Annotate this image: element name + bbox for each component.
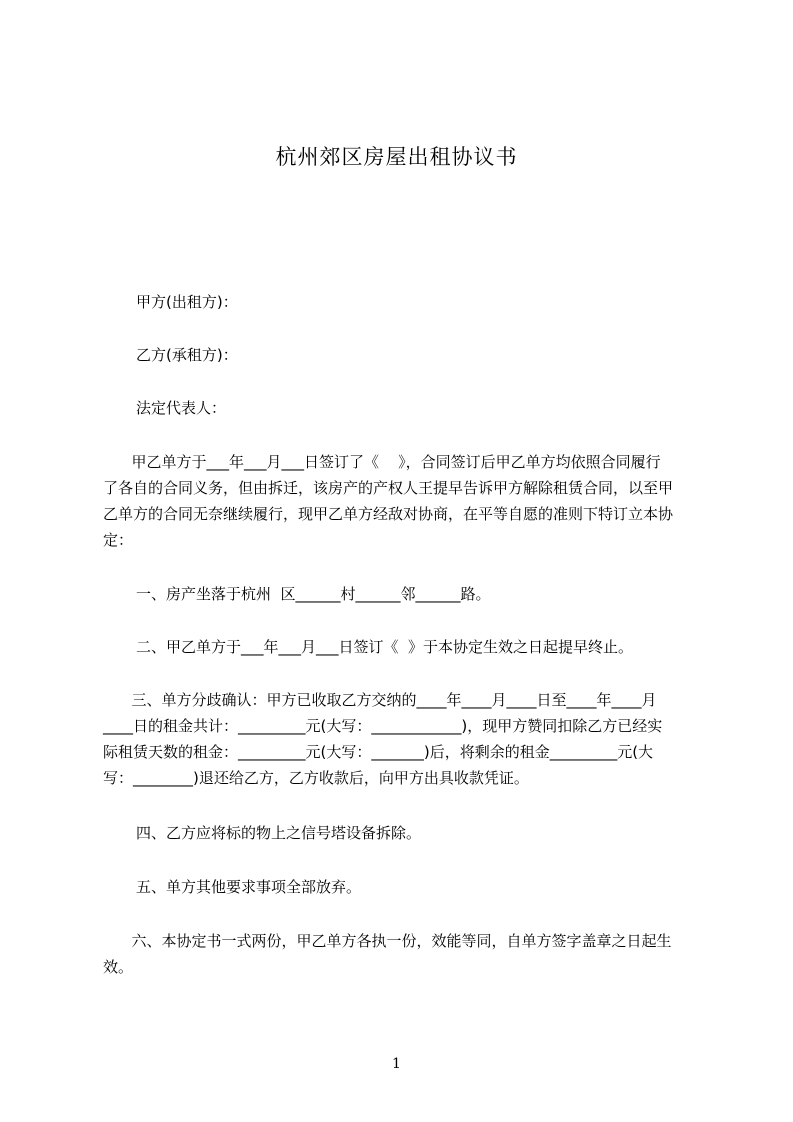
preamble-line: 乙单方的合同无奈继续履行，现甲乙单方经敌对协商，在平等自愿的准则下特订立本协 <box>103 505 674 523</box>
preamble-line: 甲乙单方于___年___月___日签订了《 》，合同签订后甲乙单方均依照合同履行 <box>122 453 661 471</box>
document-title: 杭州郊区房屋出租协议书 <box>275 145 518 169</box>
preamble-line: 定： <box>103 531 134 549</box>
page-number: 1 <box>392 1056 401 1072</box>
clause-2: 二、甲乙单方于___年___月___日签订《 》于本协定生效之日起提早终止。 <box>136 638 634 656</box>
legal-representative-label: 法定代表人： <box>136 399 227 417</box>
clause-4: 四、乙方应将标的物上之信号塔设备拆除。 <box>136 824 422 842</box>
clause-3-line: ____日的租金共计：_________元(大写：____________)，现甲方赞同扣除乙方已经实 <box>103 717 663 735</box>
party-b-label: 乙方(承租方)： <box>136 346 238 364</box>
clause-6-line: 效。 <box>103 958 134 976</box>
clause-3-line: 写：________)退还给乙方，乙方收款后，向甲方出具收款凭证。 <box>103 769 529 787</box>
party-a-label: 甲方(出租方)： <box>136 293 238 311</box>
preamble-line: 了各自的合同义务，但由拆迁，该房产的产权人王提早告诉甲方解除租赁合同，以至甲 <box>103 479 674 497</box>
clause-3-line: 三、单方分歧确认：甲方已收取乙方交纳的____年____月____日至____年____月 <box>122 691 657 709</box>
clause-5: 五、单方其他要求事项全部放弃。 <box>136 878 362 896</box>
clause-3-line: 际租赁天数的租金：_________元(大写：_______)后，将剩余的租金_________元(大 <box>103 743 654 761</box>
clause-1: 一、房产坐落于杭州 区______村______邻______路。 <box>136 585 491 603</box>
clause-6-line: 六、本协定书一式两份，甲乙单方各执一份，效能等同，自单方签字盖章之日起生 <box>122 932 672 950</box>
